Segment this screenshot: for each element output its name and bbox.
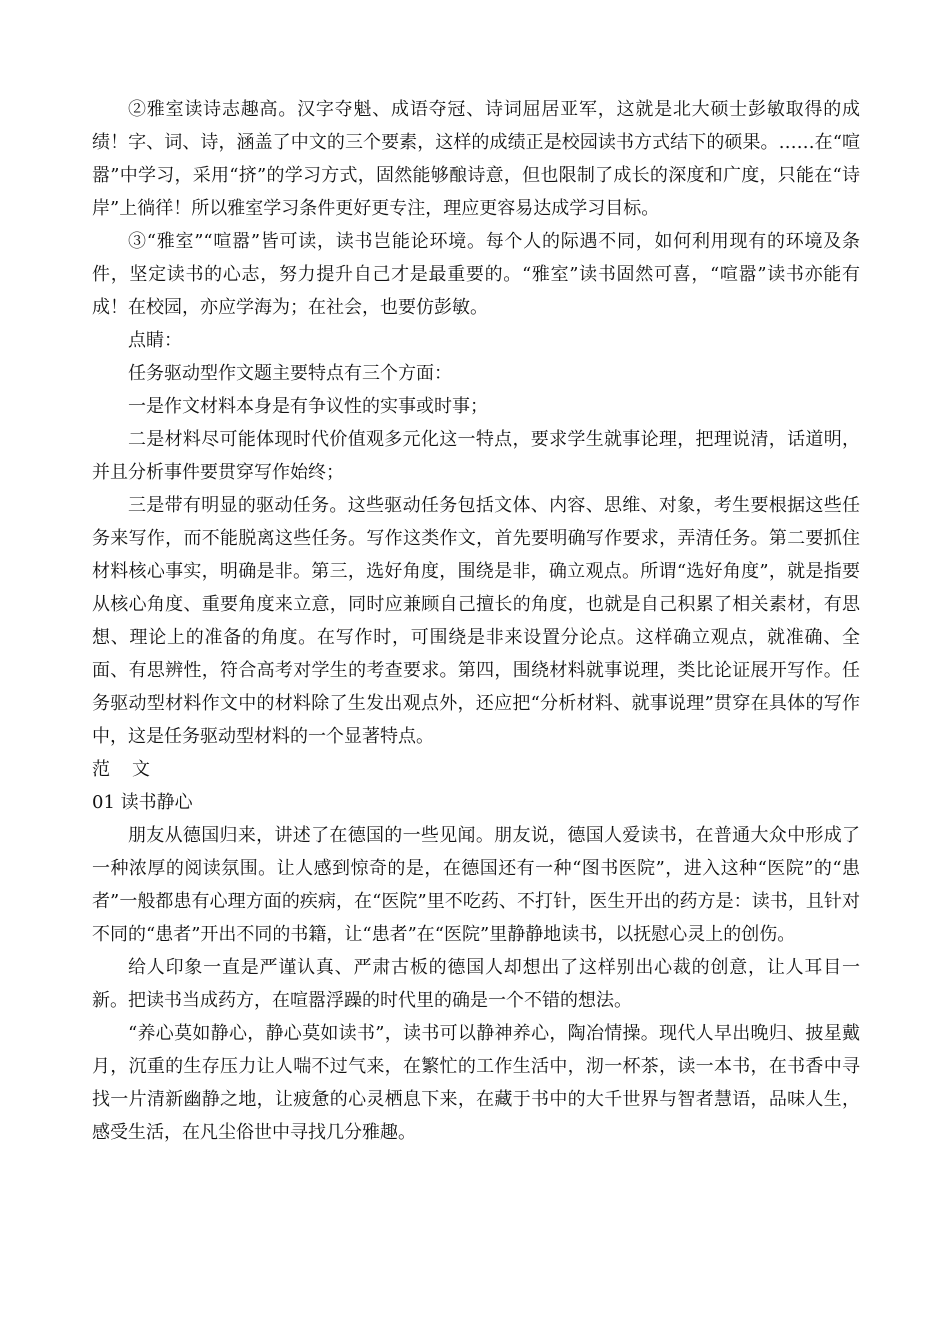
- paragraph-yashi-dushi: ②雅室读诗志趣高。汉字夺魁、成语夺冠、诗词屈居亚军，这就是北大硕士彭敏取得的成绩！字、词、诗，涵盖了中文的三个要素，这样的成绩正是校园读书方式结下的硕果。……在“喧嚣”中学习，采用“挤”的学习方式，固然能够酿诗意，但也限制了成长的深度和广度，只能在“诗岸”上徜徉！所以雅室学习条件更好更专注，理应更容易达成学习目标。: [92, 99, 860, 219]
- paragraph-feature-two: 二是材料尽可能体现时代价值观多元化这一特点，要求学生就事论理，把理说清，话道明，并且分析事件要贯穿写作始终；: [92, 429, 860, 483]
- paragraph-xuanxiao-kedu: ③“雅室”“喧嚣”皆可读，读书岂能论环境。每个人的际遇不同，如何利用现有的环境及条件，坚定读书的心志，努力提升自己才是最重要的。“雅室”读书固然可喜，“喧嚣”读书亦能有成！在校园，亦应学海为；在社会，也要仿彭敏。: [92, 231, 860, 318]
- essay-paragraph-impression: 给人印象一直是严谨认真、严肃古板的德国人却想出了这样别出心裁的创意，让人耳目一新。把读书当成药方，在喧嚣浮躁的时代里的确是一个不错的想法。: [92, 957, 860, 1011]
- paragraph-features-intro: 任务驱动型作文题主要特点有三个方面：: [128, 363, 452, 384]
- paragraph-feature-one: 一是作文材料本身是有争议性的实事或时事；: [128, 396, 488, 417]
- document-body: [92, 93, 860, 1149]
- section-heading-fanwen: 范 文: [92, 759, 152, 780]
- paragraph-feature-three: 三是带有明显的驱动任务。这些驱动任务包括文体、内容、思维、对象，考生要根据这些任务来写作，而不能脱离这些任务。写作这类作文，首先要明确写作要求，弄清任务。第二要抓住材料核心事实，明确是非。第三，选好角度，围绕是非，确立观点。所谓“选好角度”，就是指要从核心角度、重要角度来立意，同时应兼顾自己擅长的角度，也就是自己积累了相关素材，有思想、理论上的准备的角度。在写作时，可围绕是非来设置分论点。这样确立观点，就准确、全面、有思辨性，符合高考对学生的考查要求。第四，围绕材料就事说理，类比论证展开写作。任务驱动型材料作文中的材料除了生发出观点外，还应把“分析材料、就事说理”贯穿在具体的写作中，这是任务驱动型材料的一个显著特点。: [92, 495, 860, 747]
- essay-title: 01 读书静心: [92, 792, 193, 813]
- essay-paragraph-yangxin: “养心莫如静心，静心莫如读书”，读书可以静神养心，陶冶情操。现代人早出晚归、披星戴月，沉重的生存压力让人喘不过气来，在繁忙的工作生活中，沏一杯茶，读一本书，在书香中寻找一片清新幽静之地，让疲惫的心灵栖息下来，在藏于书中的大千世界与智者慧语，品味人生，感受生活，在凡尘俗世中寻找几分雅趣。: [92, 1023, 860, 1143]
- essay-paragraph-germany: 朋友从德国归来，讲述了在德国的一些见闻。朋友说，德国人爱读书，在普通大众中形成了一种浓厚的阅读氛围。让人感到惊奇的是，在德国还有一种“图书医院”，进入这种“医院”的“患者”一般都患有心理方面的疾病，在“医院”里不吃药、不打针，医生开出的药方是：读书，且针对不同的“患者”开出不同的书籍，让“患者”在“医院”里静静地读书，以抚慰心灵上的创伤。: [92, 825, 860, 945]
- paragraph-dianjing-label: 点睛：: [128, 330, 182, 351]
